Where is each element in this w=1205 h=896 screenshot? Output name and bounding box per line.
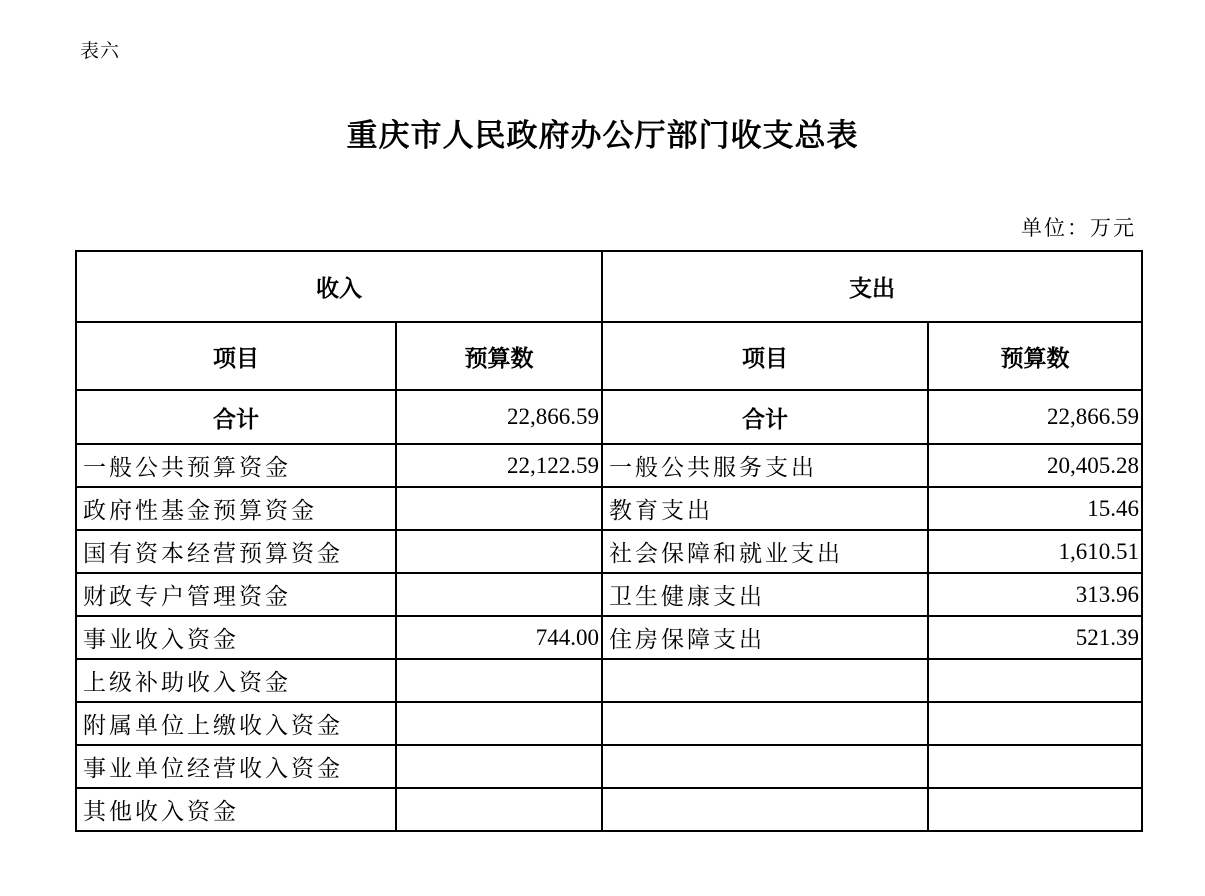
- unit-label: 单位：万元: [1021, 216, 1136, 240]
- income-item-header: 项目: [76, 322, 396, 390]
- expense-amount-cell: 313.96: [928, 573, 1142, 616]
- income-amount-cell: 744.00: [396, 616, 602, 659]
- expense-amount-cell: 15.46: [928, 487, 1142, 530]
- column-header-row: [76, 322, 1142, 390]
- table-row: [76, 573, 1142, 616]
- income-amount-cell: [396, 573, 602, 616]
- expense-total-amount: 22,866.59: [928, 390, 1142, 444]
- expense-item-cell: 教育支出: [602, 487, 928, 530]
- income-total-amount: 22,866.59: [396, 390, 602, 444]
- expense-item-cell: 一般公共服务支出: [602, 444, 928, 487]
- income-amount-cell: [396, 788, 602, 831]
- group-header-row: [76, 251, 1142, 322]
- expense-amount-cell: [928, 702, 1142, 745]
- table-row: [76, 745, 1142, 788]
- page-title: 重庆市人民政府办公厅部门收支总表: [346, 118, 859, 154]
- expense-item-cell: 社会保障和就业支出: [602, 530, 928, 573]
- table-row: [76, 788, 1142, 831]
- table-row: [76, 616, 1142, 659]
- income-item-cell: 一般公共预算资金: [76, 444, 396, 487]
- expense-amount-cell: [928, 659, 1142, 702]
- expense-item-cell: [602, 788, 928, 831]
- income-item-cell: 政府性基金预算资金: [76, 487, 396, 530]
- expense-item-cell: 卫生健康支出: [602, 573, 928, 616]
- expense-total-label: 合计: [602, 390, 928, 444]
- income-item-cell: 财政专户管理资金: [76, 573, 396, 616]
- table-row: [76, 659, 1142, 702]
- income-amount-cell: [396, 745, 602, 788]
- table-row: [76, 444, 1142, 487]
- total-row: [76, 390, 1142, 444]
- expense-item-cell: [602, 745, 928, 788]
- table-row: [76, 702, 1142, 745]
- expense-amount-cell: 20,405.28: [928, 444, 1142, 487]
- income-amount-cell: 22,122.59: [396, 444, 602, 487]
- expense-item-cell: 住房保障支出: [602, 616, 928, 659]
- income-amount-cell: [396, 659, 602, 702]
- income-item-cell: 其他收入资金: [76, 788, 396, 831]
- income-header: 收入: [76, 251, 602, 322]
- expense-amount-cell: 521.39: [928, 616, 1142, 659]
- income-amount-cell: [396, 530, 602, 573]
- income-item-cell: 国有资本经营预算资金: [76, 530, 396, 573]
- table-row: [76, 487, 1142, 530]
- income-item-cell: 事业单位经营收入资金: [76, 745, 396, 788]
- table-row: [76, 530, 1142, 573]
- expense-amount-cell: [928, 745, 1142, 788]
- budget-table: [75, 250, 1143, 832]
- expense-item-cell: [602, 659, 928, 702]
- expense-amount-cell: [928, 788, 1142, 831]
- income-total-label: 合计: [76, 390, 396, 444]
- expense-item-header: 项目: [602, 322, 928, 390]
- income-item-cell: 上级补助收入资金: [76, 659, 396, 702]
- expense-amount-cell: 1,610.51: [928, 530, 1142, 573]
- income-amount-cell: [396, 702, 602, 745]
- expense-item-cell: [602, 702, 928, 745]
- sheet-label: 表六: [80, 40, 121, 62]
- expense-budget-header: 预算数: [928, 322, 1142, 390]
- income-item-cell: 附属单位上缴收入资金: [76, 702, 396, 745]
- expense-header: 支出: [602, 251, 1142, 322]
- income-item-cell: 事业收入资金: [76, 616, 396, 659]
- income-amount-cell: [396, 487, 602, 530]
- income-budget-header: 预算数: [396, 322, 602, 390]
